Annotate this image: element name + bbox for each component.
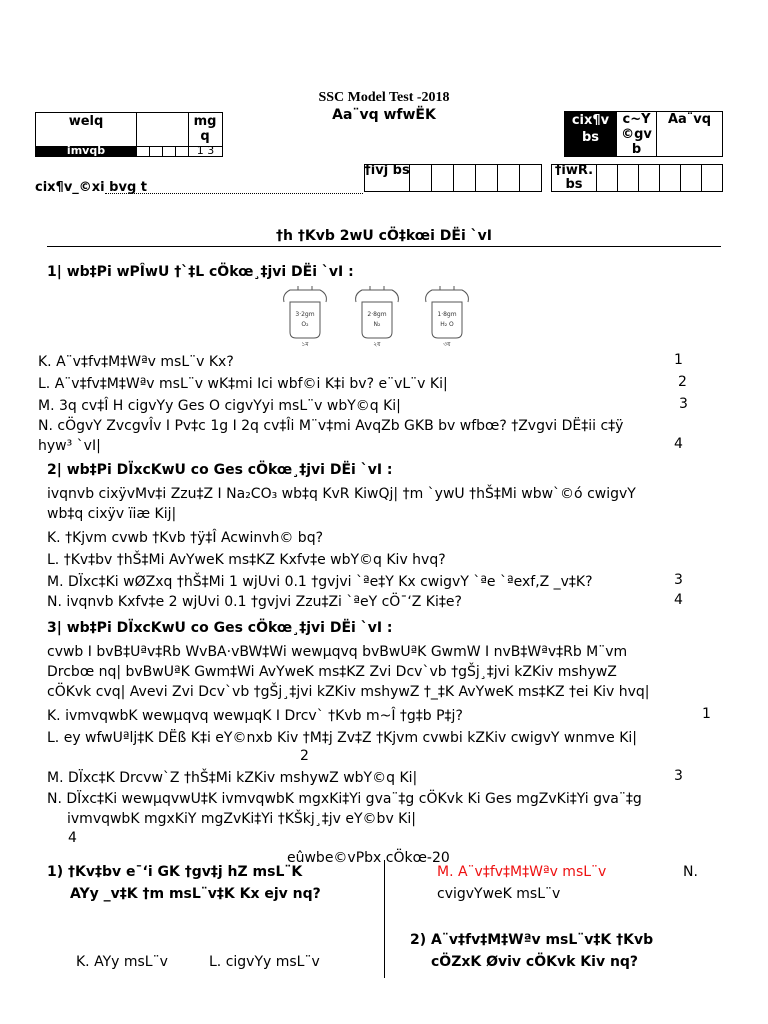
q1-flask-figure bbox=[276, 284, 492, 350]
q2-part-n: N. ivqnvb Kxfv‡e 2 wjUvi 0.1 †gvjvi Zzu‡Zi `ªeY cÖ¯‘Z Ki‡e? bbox=[47, 594, 462, 610]
mcq-q1-line2: AYy _v‡K †m msL¨v‡K Kx ejv nq? bbox=[70, 886, 321, 902]
q3-k-marks: 1 bbox=[702, 706, 711, 722]
q3-part-k: K. ivmvqwbK wewµqvq wewµqK I Drcv` †Kvb m~Î †g‡b P‡j? bbox=[47, 708, 463, 724]
q2-heading: 2| wb‡Pi DÏxcKwU co Ges cÖkœ¸‡jvi DËi `vI : bbox=[47, 462, 393, 478]
q3-l-marks: 2 bbox=[300, 748, 309, 764]
q2-part-l: L. †Kv‡bv †hŠ‡Mi AvYweK ms‡KZ Kxfv‡e wbY©q Kiv hvq? bbox=[47, 552, 446, 568]
section-divider bbox=[47, 246, 721, 247]
flask-3-mass: 1·8gm bbox=[437, 311, 457, 318]
q2-m-marks: 3 bbox=[674, 572, 683, 588]
q3-stem-line3: cÖKvk cvq| Avevi Zvi Dcv`vb †gŠj¸‡jvi kZKiv mshywZ †_‡K AvYweK ms‡KZ †ei Kiv hvq| bbox=[47, 684, 650, 700]
flask-2-tag: ২য় bbox=[373, 341, 381, 348]
name-underline bbox=[105, 193, 363, 194]
left-box-label-1: welq bbox=[68, 114, 104, 129]
flask-2-mass: 2·8gm bbox=[367, 311, 387, 318]
q1-l-marks: 2 bbox=[678, 374, 687, 390]
q3-part-m: M. DÏxc‡K Drcvw`Z †hŠ‡Mi kZKiv mshywZ wbY©q Ki| bbox=[47, 770, 418, 786]
right-box-label-3: Aa¨vq bbox=[667, 112, 712, 127]
q3-stem-line1: cvwb I bvB‡Uªv‡Rb WvBA·vBW‡Wi wewµqvq bvBwUªK GwmW I nvB‡Wªv‡Rb M¨vm bbox=[47, 644, 628, 660]
q2-stem-line2: wb‡q cixÿv ïiæ Kij| bbox=[47, 506, 177, 522]
exam-candidate-label: cix¶v_©xi bvg t bbox=[35, 180, 147, 195]
registration-label: †iwR. bs bbox=[554, 163, 594, 192]
mcq-q1-option-n[interactable]: N. bbox=[683, 864, 698, 880]
right-box-label-1: cix¶v bs bbox=[571, 113, 610, 145]
q1-m-marks: 3 bbox=[679, 396, 688, 412]
q2-part-k: K. †Kjvm cvwb †Kvb †ÿ‡Î Acwinvh© bq? bbox=[47, 530, 324, 546]
right-box-label-2: c~Y ©gv b bbox=[621, 112, 652, 157]
q1-part-k: K. A¨v‡fv‡M‡Wªv msL¨v Kx? bbox=[38, 354, 234, 370]
mcq-q1-option-n-text[interactable]: cvigvYweK msL¨v bbox=[437, 886, 561, 902]
q1-heading: 1| wb‡Pi wPÎwU †`‡L cÖkœ¸‡jvi DËi `vI : bbox=[47, 264, 354, 280]
q2-n-marks: 4 bbox=[674, 592, 683, 608]
section-title: †h †Kvb 2wU cÖ‡kœi DËi `vI bbox=[276, 228, 492, 244]
flask-2-gas: N₂ bbox=[373, 321, 381, 328]
roll-label: †ivj bs bbox=[364, 163, 410, 178]
mcq-column-divider bbox=[384, 860, 385, 978]
q3-part-n-line2: ivmvqwbK mgxKiY mgZvKi‡Yi †KŠkj¸‡jv eY©bv Ki| bbox=[67, 811, 416, 827]
left-box-row2-label: imvqb bbox=[66, 144, 106, 157]
q2-stem-line1: ivqnvb cixÿvMv‡i Zzu‡Z I Na₂CO₃ wb‡q KvR KiwQj| †m `ywU †hŠ‡Mi wbw`©ó cwigvY bbox=[47, 486, 636, 502]
mcq-title: eûwbe©vPbx cÖkœ-20 bbox=[287, 850, 450, 866]
q1-part-n-line2: hyw³ `vI| bbox=[38, 438, 101, 454]
flask-1-gas: O₂ bbox=[301, 321, 309, 328]
q1-part-m: M. 3q cv‡Î H cigvYy Ges O cigvYyi msL¨v wbY©q Ki| bbox=[38, 398, 401, 414]
flask-1-tag: ১ম bbox=[301, 341, 309, 348]
mcq-q2-line2: cÖZxK Øviv cÖKvk Kiv nq? bbox=[431, 954, 639, 970]
flask-1-mass: 3·2gm bbox=[295, 311, 315, 318]
mcq-q1-line1: 1) †Kv‡bv e¯‘i GK †gv‡j hZ msL¨K bbox=[47, 864, 303, 880]
q1-n-marks: 4 bbox=[674, 436, 683, 452]
mcq-q1-option-m[interactable]: M. A¨v‡fv‡M‡Wªv msL¨v bbox=[437, 864, 607, 880]
q1-part-l: L. A¨v‡fv‡M‡Wªv msL¨v wK‡mi Ici wbf©i K‡i bv? e¨vL¨v Ki| bbox=[38, 376, 448, 392]
q3-m-marks: 3 bbox=[674, 768, 683, 784]
q3-part-l: L. ey wfwUªlj‡K DËß K‡i eY©nxb Kiv †M‡j Zv‡Z †Kjvm cvwbi kZKiv cwigvY wnmve Ki| bbox=[47, 730, 638, 746]
mcq-q1-option-k[interactable]: K. AYy msL¨v bbox=[76, 954, 168, 970]
flask-3-gas: H₂ O bbox=[440, 321, 454, 328]
flask-3-tag: ৩য় bbox=[443, 341, 451, 348]
mcq-q1-option-l[interactable]: L. cigvYy msL¨v bbox=[209, 954, 320, 970]
mcq-q2-line1: 2) A¨v‡fv‡M‡Wªv msL¨v‡K †Kvb bbox=[410, 932, 654, 948]
q1-part-n-line1: N. cÖgvY ZvcgvÎv I Pv‡c 1g I 2q cv‡Îi M¨v‡mi AvqZb GKB bv wfbœ? †Zvgvi DË‡ii c‡ÿ bbox=[38, 418, 624, 434]
q3-stem-line2: Drcbœ nq| bvBwUªK Gwm‡Wi AvYweK ms‡KZ Zvi Dcv`vb †gŠj¸‡jvi kZKiv mshywZ bbox=[47, 664, 617, 680]
q2-part-m: M. DÏxc‡Ki wØZxq †hŠ‡Mi 1 wjUvi 0.1 †gvjvi `ªe‡Y Kx cwigvY `ªe `ªexf‚Z _v‡K? bbox=[47, 574, 593, 590]
left-box-row2-value: 1 3 bbox=[196, 144, 215, 157]
q3-n-marks: 4 bbox=[68, 830, 77, 846]
q3-heading: 3| wb‡Pi DÏxcKwU co Ges cÖkœ¸‡jvi DËi `vI : bbox=[47, 620, 393, 636]
q3-part-n-line1: N. DÏxc‡Ki wewµqvwU‡K ivmvqwbK mgxKi‡Yi gva¨‡g cÖKvk Ki Ges mgZvKi‡Yi gva¨‡g bbox=[47, 791, 642, 807]
test-title: SSC Model Test -2018 bbox=[318, 90, 450, 105]
left-box-label-3: mg q bbox=[193, 114, 217, 144]
q1-k-marks: 1 bbox=[674, 352, 683, 368]
subject-title: Aa¨vq wfwËK bbox=[332, 107, 436, 123]
